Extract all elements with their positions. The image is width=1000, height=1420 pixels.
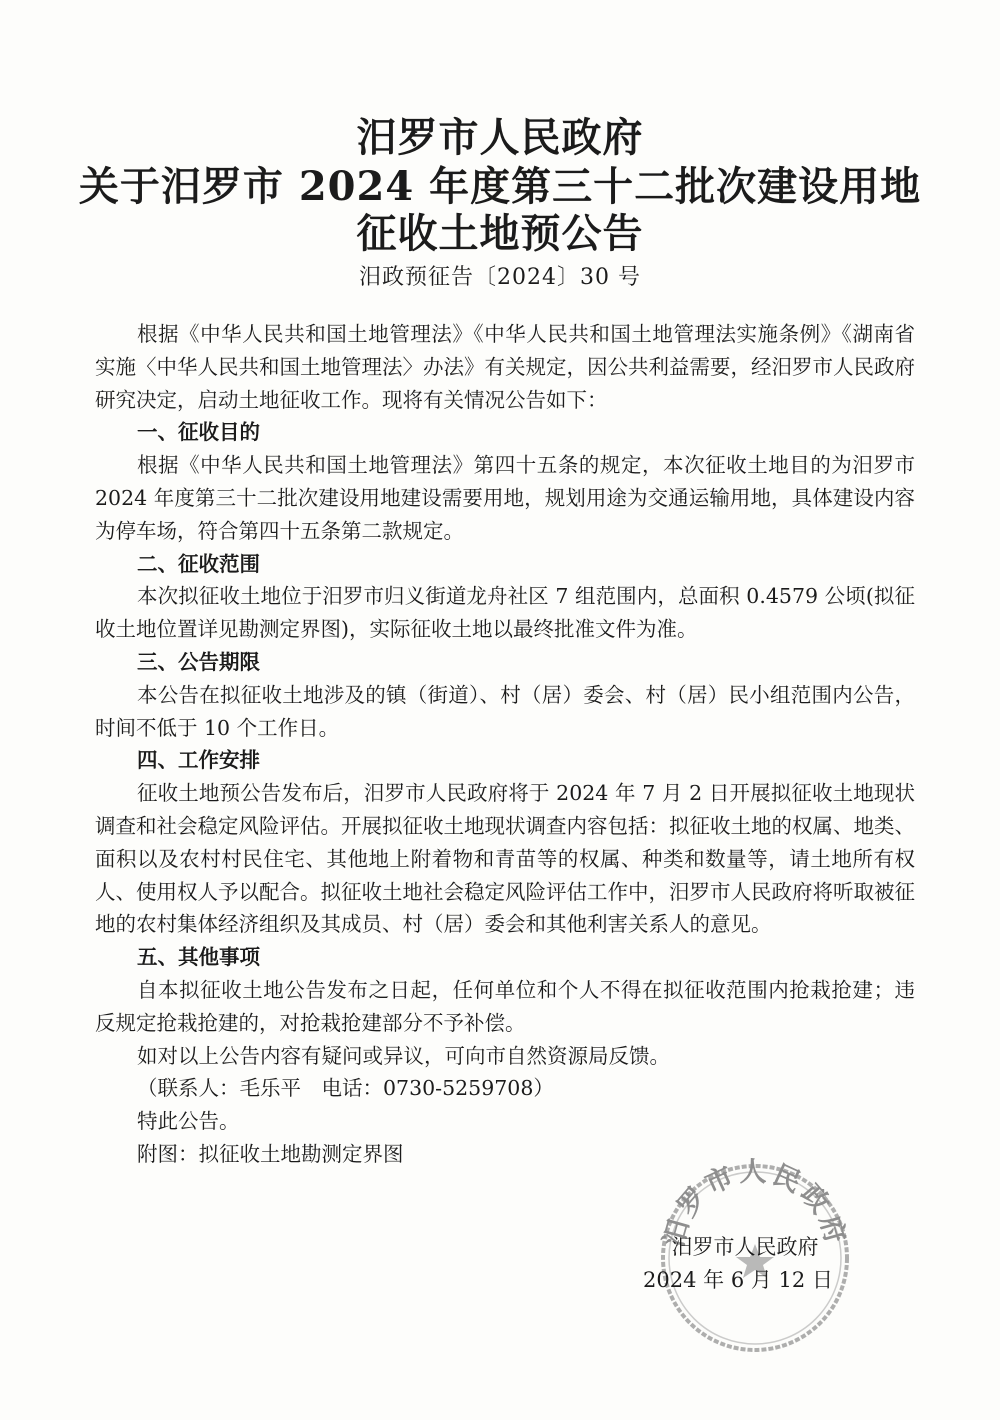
section-heading-period: 三、公告期限 xyxy=(137,649,260,674)
attachment-note: 附图：拟征收土地勘测定界图 xyxy=(137,1141,404,1166)
section-heading-purpose: 一、征收目的 xyxy=(137,420,260,445)
signing-organization: 汨罗市人民政府 xyxy=(671,1235,819,1259)
closing-text: 特此公告。 xyxy=(137,1109,240,1134)
section-text-other: 自本拟征收土地公告发布之日起，任何单位和个人不得在拟征收范围内抢栽抢建；违反规定抢栽抢建的，对抢栽抢建部分不予补偿。 xyxy=(95,977,915,1035)
issuer-title: 汨罗市人民政府 xyxy=(356,114,644,161)
seal-arc-text-path: 汨罗市人民政府 xyxy=(658,1158,852,1251)
section-text-arrangement: 征收土地预公告发布后，汨罗市人民政府将于 2024 年 7 月 2 日开展拟征收土地现状调查和社会稳定风险评估。开展拟征收土地现状调查内容包括：拟征收土地的权属、地类、面积以及农村村民住宅、其他地上附着物和青苗等的权属、种类和数量等，请土地所有权人、使用权人予以配合。拟征收土地社会稳定风险评估工作中，汨罗市人民政府将听取被征地的农村集体经济组织及其成员、村（居）委会和其他利害关系人的意见。 xyxy=(95,781,915,937)
inquiry-text: 如对以上公告内容有疑问或异议，可向市自然资源局反馈。 xyxy=(137,1043,670,1068)
announcement-title: 关于汨罗市 2024 年度第三十二批次建设用地 xyxy=(78,163,922,210)
section-heading-arrangement: 四、工作安排 xyxy=(137,748,260,773)
signing-date: 2024 年 6 月 12 日 xyxy=(643,1268,833,1292)
announcement-body xyxy=(95,318,915,1171)
section-text-period: 本公告在拟征收土地涉及的镇（街道）、村（居）委会、村（居）民小组范围内公告，时间不低于 10 个工作日。 xyxy=(95,682,915,740)
section-text-scope: 本次拟征收土地位于汨罗市归义街道龙舟社区 7 组范围内，总面积 0.4579 公顷(拟征收土地位置详见勘测定界图)，实际征收土地以最终批准文件为准。 xyxy=(95,584,915,642)
section-heading-scope: 二、征收范围 xyxy=(137,551,260,576)
announcement-title-line3: 征收土地预公告 xyxy=(356,210,644,257)
section-text-purpose: 根据《中华人民共和国土地管理法》第四十五条的规定，本次征收土地目的为汨罗市 2024 年度第三十二批次建设用地建设需要用地，规划用途为交通运输用地，具体建设内容为停车场，符合第四十五条第二款规定。 xyxy=(95,453,915,543)
document-number: 汨政预征告〔2024〕30 号 xyxy=(359,265,641,290)
intro-paragraph: 根据《中华人民共和国土地管理法》《中华人民共和国土地管理法实施条例》《湖南省实施〈中华人民共和国土地管理法〉办法》有关规定，因公共利益需要，经汨罗市人民政府研究决定，启动土地征收工作。现将有关情况公告如下： xyxy=(95,322,915,412)
section-heading-other: 五、其他事项 xyxy=(137,945,260,970)
contact-info: （联系人：毛乐平 电话：0730-5259708） xyxy=(137,1076,554,1101)
